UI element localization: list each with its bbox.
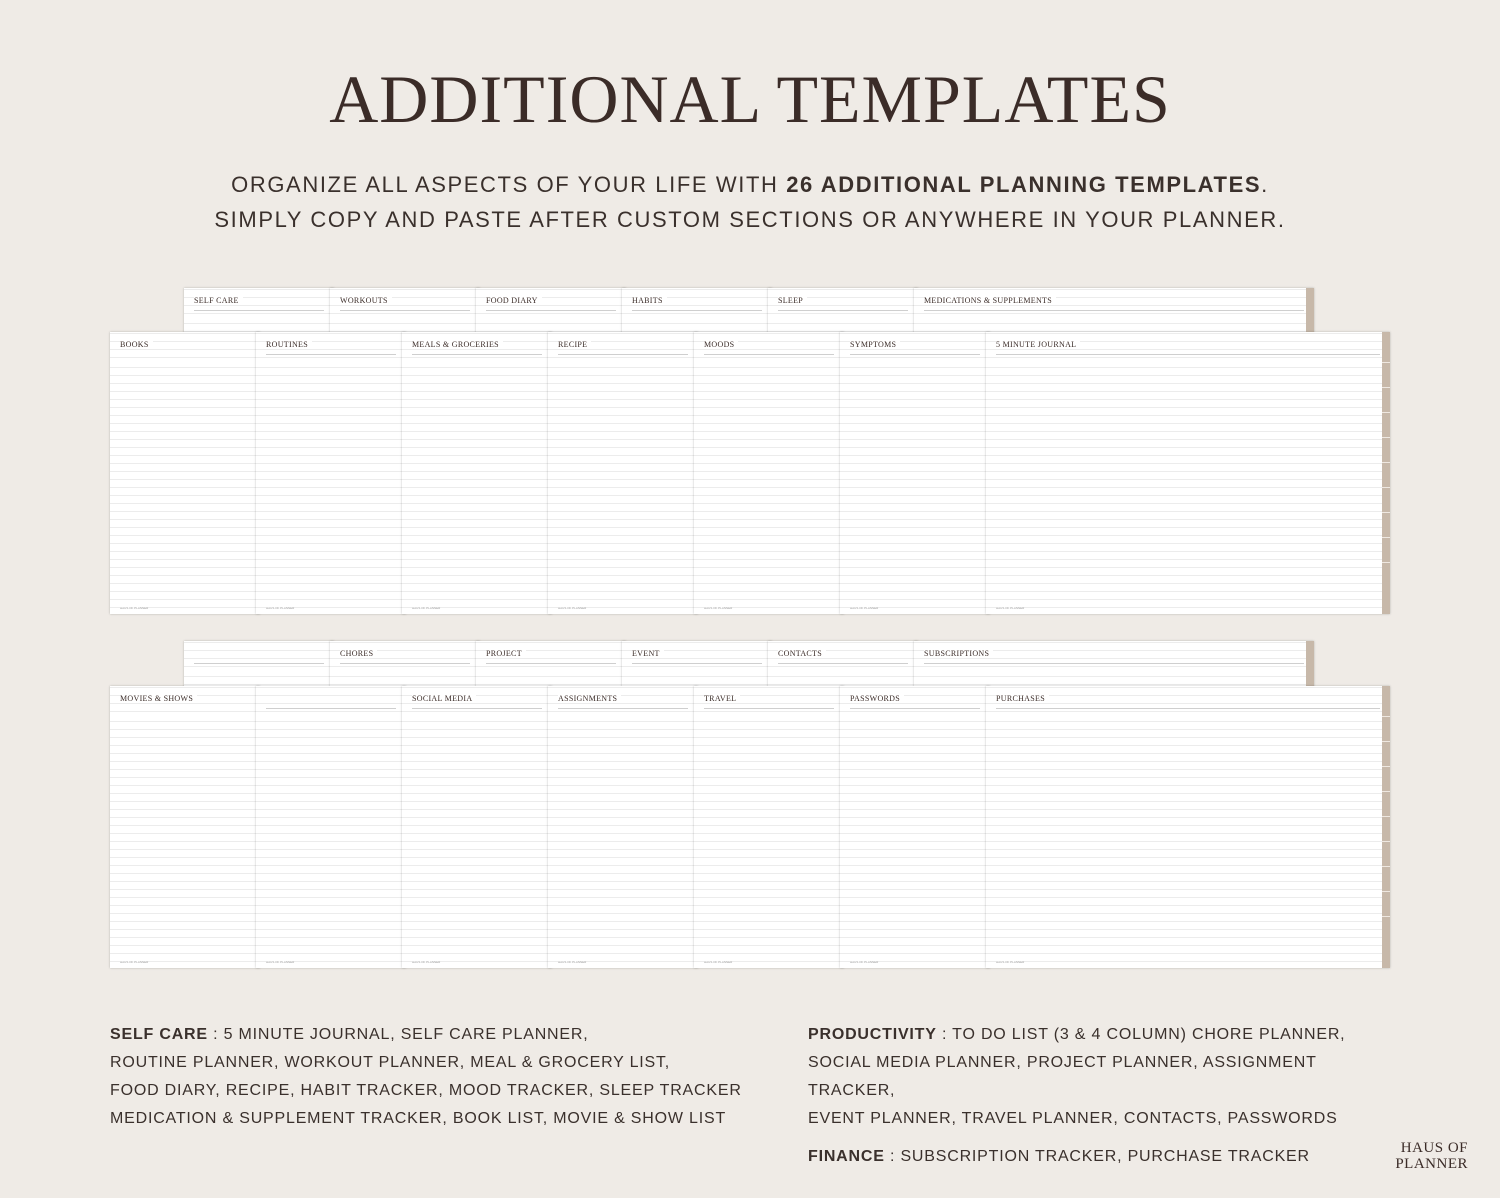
template-page: RECIPE HAUS OF PLANNER bbox=[548, 332, 698, 614]
template-page: SYMPTOMS HAUS OF PLANNER bbox=[840, 332, 990, 614]
page-heading: MEALS & GROCERIES bbox=[412, 340, 503, 349]
page-heading: BOOKS bbox=[120, 340, 153, 349]
brand-logo: HAUS OF PLANNER bbox=[1395, 1140, 1468, 1172]
template-page: SOCIAL MEDIA HAUS OF PLANNER bbox=[402, 686, 552, 968]
finance-label: FINANCE bbox=[808, 1148, 885, 1165]
template-page: ROUTINES HAUS OF PLANNER bbox=[256, 332, 406, 614]
page-heading: SLEEP bbox=[778, 296, 807, 305]
page-heading: ROUTINES bbox=[266, 340, 312, 349]
page-heading: ASSIGNMENTS bbox=[558, 694, 621, 703]
page-heading: CONTACTS bbox=[778, 649, 826, 658]
template-preview-row-2 bbox=[110, 641, 1390, 968]
page-heading: RECIPE bbox=[558, 340, 591, 349]
page-heading: FOOD DIARY bbox=[486, 296, 542, 305]
template-page: TRAVEL HAUS OF PLANNER bbox=[694, 686, 844, 968]
template-page: MOODS HAUS OF PLANNER bbox=[694, 332, 844, 614]
page-heading: PURCHASES bbox=[996, 694, 1049, 703]
page-heading: MOVIES & SHOWS bbox=[120, 694, 197, 703]
subtitle-line-2: SIMPLY COPY AND PASTE AFTER CUSTOM SECTIONS OR ANYWHERE IN YOUR PLANNER. bbox=[214, 207, 1286, 232]
page-heading: MEDICATIONS & SUPPLEMENTS bbox=[924, 296, 1056, 305]
template-page: PURCHASES HAUS OF PLANNER bbox=[986, 686, 1390, 968]
template-page: BOOKS HAUS OF PLANNER bbox=[110, 332, 260, 614]
template-page: MOVIES & SHOWS HAUS OF PLANNER bbox=[110, 686, 260, 968]
page-heading: SYMPTOMS bbox=[850, 340, 900, 349]
subtitle-line-1: ORGANIZE ALL ASPECTS OF YOUR LIFE WITH 26 ADDITIONAL PLANNING TEMPLATES. bbox=[231, 172, 1269, 197]
page-heading: WORKOUTS bbox=[340, 296, 392, 305]
template-page: HAUS OF PLANNER bbox=[256, 686, 406, 968]
self-care-list: SELF CARE : 5 MINUTE JOURNAL, SELF CARE PLANNER, ROUTINE PLANNER, WORKOUT PLANNER, MEAL & GROCERY LIST, FOOD DIARY, RECIPE, HABIT TRACKER, MOOD TRACKER, SLEEP TRACKER MEDICATION & SUPPLEMENT TRACKER, BOOK LIST, MOVIE & SHOW LIST bbox=[110, 1026, 742, 1127]
page-heading: HABITS bbox=[632, 296, 667, 305]
page-heading: PROJECT bbox=[486, 649, 526, 658]
page-heading: TRAVEL bbox=[704, 694, 740, 703]
productivity-finance-list: PRODUCTIVITY : TO DO LIST (3 & 4 COLUMN) CHORE PLANNER, SOCIAL MEDIA PLANNER, PROJECT PLANNER, ASSIGNMENT TRACKER, EVENT PLANNER, TRAVEL PLANNER, CONTACTS, PASSWORDS FINANCE : SUBSCRIPTION TRACKER, PURCHASE TRACKER bbox=[808, 1026, 1346, 1165]
subtitle-highlight: 26 ADDITIONAL PLANNING TEMPLATES bbox=[786, 172, 1262, 197]
page-heading: SUBSCRIPTIONS bbox=[924, 649, 993, 658]
page-heading: SOCIAL MEDIA bbox=[412, 694, 476, 703]
template-page: PASSWORDS HAUS OF PLANNER bbox=[840, 686, 990, 968]
template-preview-row-1 bbox=[110, 288, 1390, 614]
page-heading: MOODS bbox=[704, 340, 738, 349]
page-heading: CHORES bbox=[340, 649, 377, 658]
page-heading: EVENT bbox=[632, 649, 664, 658]
template-page: 5 MINUTE JOURNAL HAUS OF PLANNER bbox=[986, 332, 1390, 614]
template-page: MEALS & GROCERIES HAUS OF PLANNER bbox=[402, 332, 552, 614]
page-title: ADDITIONAL TEMPLATES bbox=[329, 61, 1171, 137]
page-heading: PASSWORDS bbox=[850, 694, 904, 703]
productivity-label: PRODUCTIVITY bbox=[808, 1026, 937, 1043]
page-heading: SELF CARE bbox=[194, 296, 243, 305]
self-care-label: SELF CARE bbox=[110, 1026, 208, 1043]
page-heading: 5 MINUTE JOURNAL bbox=[996, 340, 1080, 349]
template-page: ASSIGNMENTS HAUS OF PLANNER bbox=[548, 686, 698, 968]
